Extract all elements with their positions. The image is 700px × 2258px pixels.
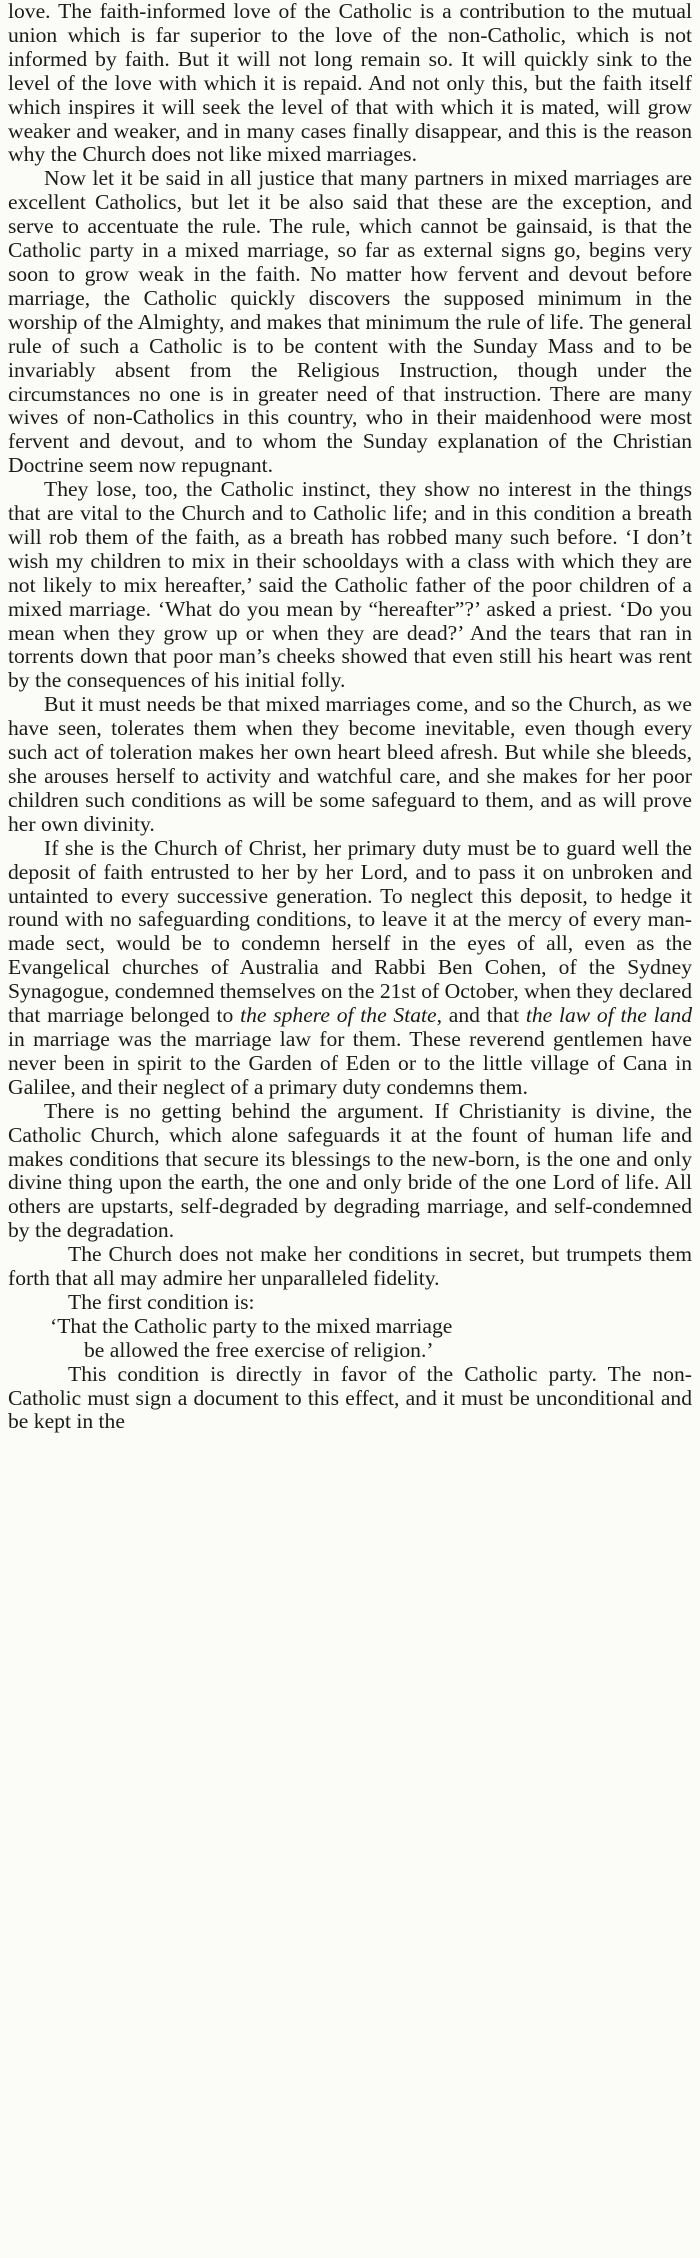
quote-line: be allowed the free exercise of religion.’ [84,1337,434,1362]
emphasis-text: the sphere of the State [240,1003,437,1028]
quote-line: ‘That the Catholic party to the mixed marriage [50,1313,453,1338]
paragraph: They lose, too, the Catholic instinct, they show no interest in the things that are vital to the Church and to Catholic life; and in this condition a breath will rob them of the faith, as a breath has robbed many such before. ‘I don’t wish my children to mix in their schooldays with a class with which they are not likely to mix hereafter,’ said the Catholic father of the poor children of a mixed marriage. ‘What do you mean by “hereafter”?’ asked a priest. ‘Do you mean when they grow up or when they are dead?’ And the tears that ran in torrents down that poor man’s cheeks showed that even still his heart was rent by the consequences of his initial folly. [8,477,692,693]
text-column [8,0,692,1434]
paragraph: But it must needs be that mixed marriages come, and so the Church, as we have seen, tolerates them when they become inevitable, even though every such act of toleration makes her own heart bleed afresh. But while she bleeds, she arouses herself to activity and watchful care, and she makes for her poor children such conditions as will be some safeguard to them, and as will prove her own divinity. [8,692,692,836]
paragraph: Now let it be said in all justice that many partners in mixed marriages are excellent Catholics, but let it be also said that these are the exception, and serve to accentuate the rule. The rule, which cannot be gainsaid, is that the Catholic party in a mixed marriage, so far as external signs go, begins very soon to grow weak in the faith. No matter how fervent and devout before marriage, the Catholic quickly discovers the supposed minimum in the worship of the Almighty, and makes that minimum the rule of life. The general rule of such a Catholic is to be content with the Sunday Mass and to be invariably absent from the Religious Instruction, though under the circumstances no one is in greater need of that instruction. There are many wives of non-Catholics in this country, who in their maidenhood were most fervent and devout, and to whom the Sunday explanation of the Christian Doctrine seem now repugnant. [8,166,692,478]
paragraph-continued: love. The faith-informed love of the Catholic is a contribution to the mutual union which is far superior to the love of the non-Catholic, which is not informed by faith. But it will not long remain so. It will quickly sink to the level of the love with which it is repaid. And not only this, but the faith itself which inspires it will seek the level of that with which it is mated, will grow weaker and weaker, and in many cases finally disappear, and this is the reason why the Church does not like mixed marriages. [8,0,692,167]
text-run: in marriage was the marriage law for them. These reverend gentlemen have never been in spirit to the Garden of Eden or to the little village of Cana in Galilee, and their neglect of a primary duty condemns them. [8,1026,692,1099]
text-run: , and that [436,1003,526,1028]
paragraph-with-emphasis [8,837,692,1100]
paragraph: The Church does not make her conditions in secret, but trumpets them forth that all may admire her unparalleled fidelity. [8,1242,692,1291]
paragraph: There is no getting behind the argument. If Christianity is divine, the Catholic Church, which alone safeguards it at the fount of human life and makes conditions that secure its blessings to the new-born, is the one and only divine thing upon the earth, the one and only bride of the one Lord of life. All others are upstarts, self-degraded by degrading marriage, and self-condemned by the degradation. [8,1098,692,1243]
paragraph: This condition is directly in favor of the Catholic party. The non-Catholic must sign a document to this effect, and it must be unconditional and be kept in the [8,1361,692,1434]
paragraph: The first condition is: [68,1289,255,1314]
emphasis-text: the law of the land [525,1003,692,1028]
block-quote [50,1315,692,1363]
text-run: If she is the Church of Christ, her primary duty must be to guard well the deposit of faith entrusted to her by her Lord, and to pass it on unbroken and untainted to every successive generation. To neglect this deposit, to hedge it round with no safeguarding conditions, to leave it at the mercy of every man-made sect, would be to condemn herself in the eyes of all, even as the Evangelical churches of Australia and Rabbi Ben Cohen, of the Sydney Synagogue, condemned themselves on the 21st of October, when they declared that marriage belonged to [8,835,692,1028]
